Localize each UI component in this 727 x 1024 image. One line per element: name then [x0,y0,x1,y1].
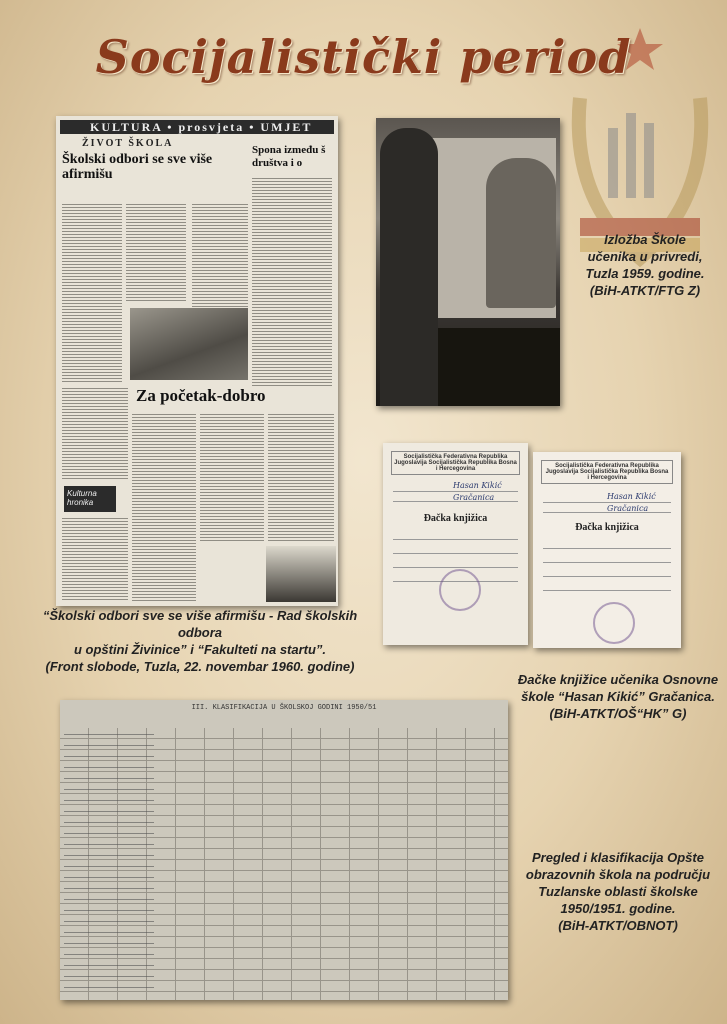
newspaper-section: ŽIVOT ŠKOLA [82,138,174,149]
newspaper-logo: Kulturna hronika [64,486,116,512]
newspaper-headline: Školski odbori se sve više afirmišu [62,152,213,182]
newspaper-masthead: KULTURA • prosvjeta • UMJET [60,120,334,134]
newspaper-side-headline: Spona između š društva i o [252,144,326,169]
ledger-header: III. KLASIFIKACIJA U ŠKOLSKOJ GODINI 1950/51 [191,704,377,712]
newspaper-photo [130,308,248,380]
page-title: Socijalistički period [95,30,632,84]
newspaper-second-headline: Za početak-dobro [136,386,266,405]
book-place-value: Gračanica [453,493,495,502]
book-place-value: Gračanica [607,504,649,513]
exhibition-photo [376,118,560,406]
newspaper-drawing [266,546,336,602]
book-school-value: Hasan Kikić [607,492,656,501]
ledger-caption: Pregled i klasifikacija Opšte obrazovnih škola na području Tuzlanske oblasti školske 1950/1951. godine. (BiH-ATKT/OBNOT) [525,850,711,933]
book-header: Socijalistička Federativna Republika Jugoslavija Socijalistička Republika Bosna i Hercegovina [391,451,520,475]
school-ledger [60,700,508,1000]
exhibition-caption: Izložba Škole učenika u privredi, Tuzla 1959. godine. (BiH-ATKT/FTG Z) [585,232,705,298]
book-header: Socijalistička Federativna Republika Jugoslavija Socijalistička Republika Bosna i Hercegovina [541,460,673,484]
newspaper-caption: “Školski odbori sve se više afirmišu - Rad školskih odbora u opštini Živinice” i “Fakulteti na startu”. (Front slobode, Tuzla, 22. novembar 1960. godine) [42,608,358,674]
student-book-2 [533,452,681,648]
book-title: Đačka knjižica [423,513,488,524]
book-school-value: Hasan Kikić [453,481,502,490]
newspaper-clipping [56,116,338,606]
student-book-1 [383,443,528,645]
book-title: Đačka knjižica [575,522,639,533]
student-books-caption: Đačke knjižice učenika Osnovne škole “Hasan Kikić” Gračanica. (BiH-ATKT/OŠ“HK” G) [517,672,719,721]
